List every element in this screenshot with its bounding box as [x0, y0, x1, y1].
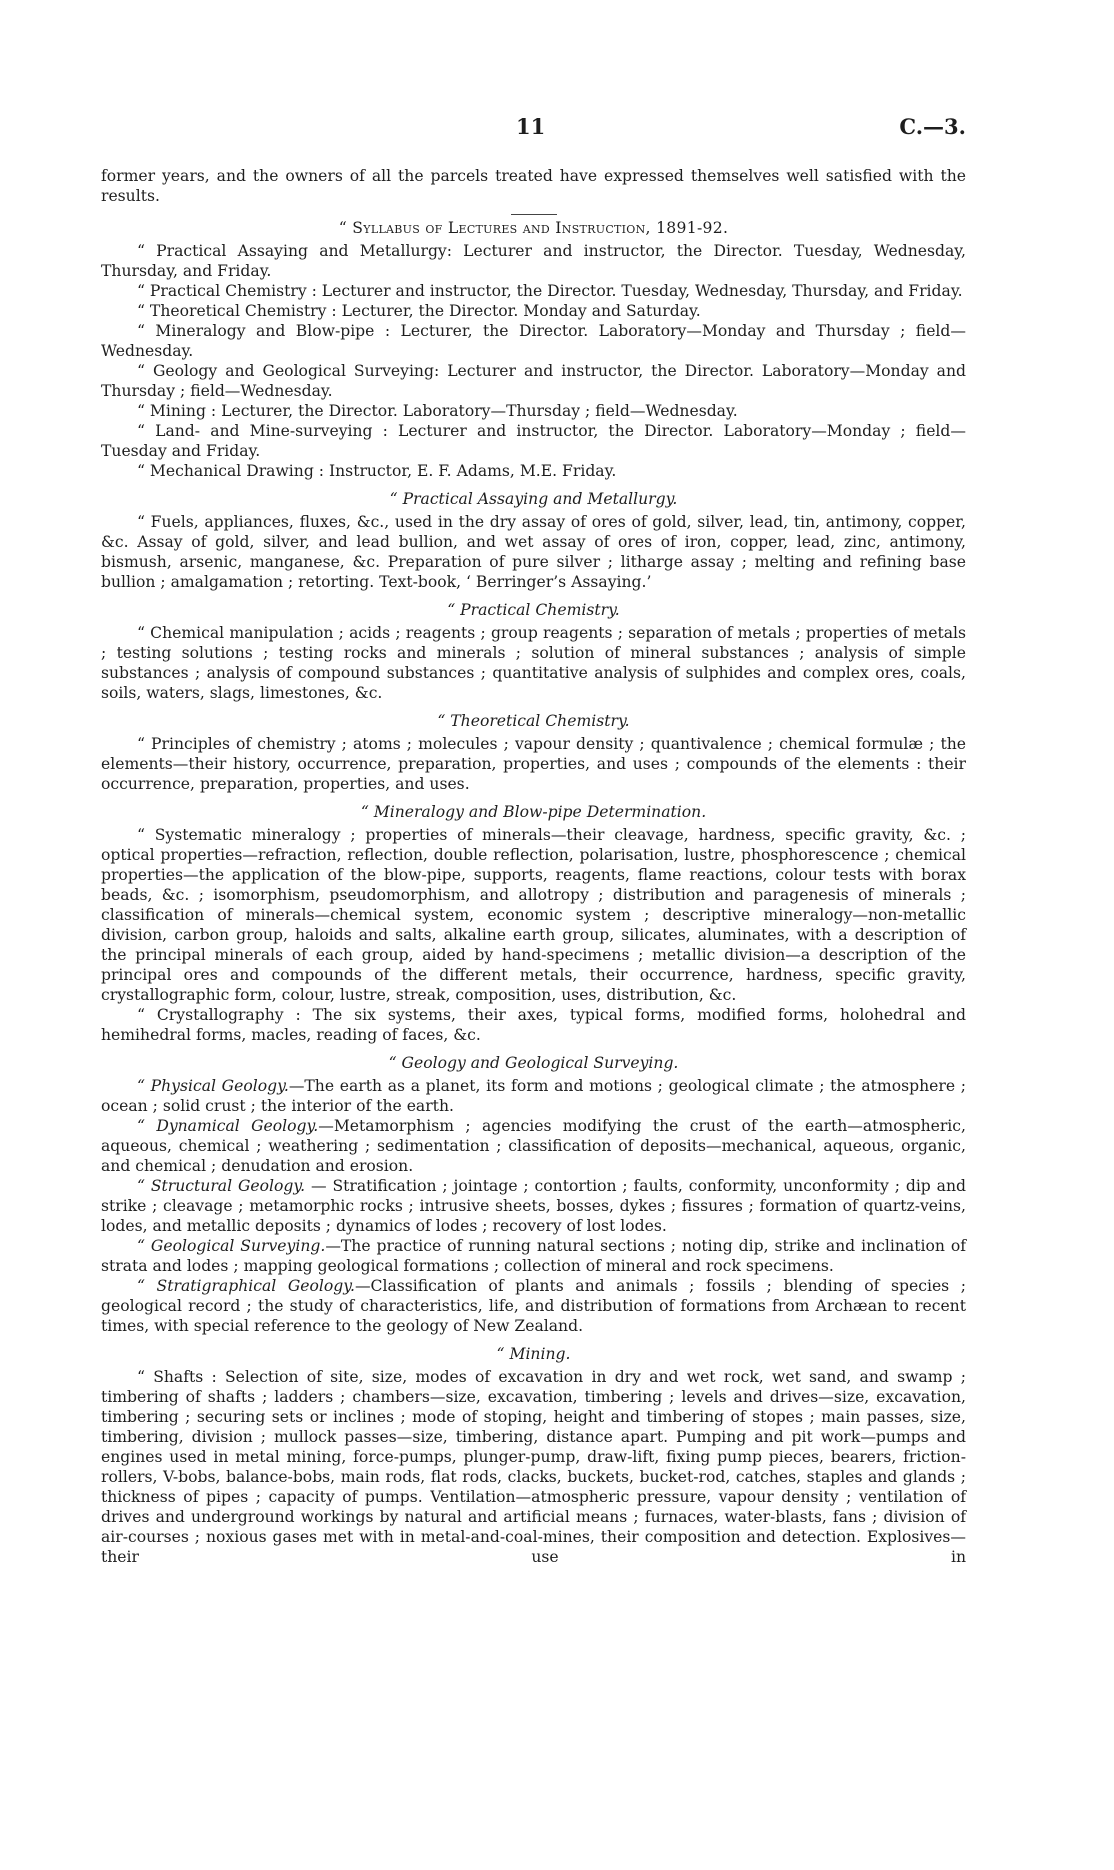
- section-heading-practical-chemistry: “ Practical Chemistry.: [447, 601, 620, 619]
- document-reference: C.—3.: [899, 114, 966, 139]
- geology-paragraph: [101, 1116, 966, 1176]
- geology-paragraph-text: —Classification of plants and animals ; fossils ; blending of species ; geological record ; the study of characteristics, life, and distribution of formations from Archæan to recent times, with special reference to the geology of New Zealand.: [101, 1277, 966, 1335]
- syllabus-entry: “ Practical Assaying and Metallurgy: Lecturer and instructor, the Director. Tuesday, Wednesday, Thursday, and Friday.: [101, 242, 966, 280]
- geology-paragraph: [101, 1236, 966, 1276]
- section-heading-mining: “ Mining.: [496, 1345, 571, 1363]
- geology-paragraph-label: “ Stratigraphical Geology.: [137, 1277, 355, 1295]
- section-heading-geology: “ Geology and Geological Surveying.: [388, 1054, 679, 1072]
- syllabus-entry: “ Mechanical Drawing : Instructor, E. F. Adams, M.E. Friday.: [137, 462, 617, 480]
- syllabus-entry: “ Mining : Lecturer, the Director. Laboratory—Thursday ; field—Wednesday.: [137, 402, 738, 420]
- geology-paragraph-text: —The earth as a planet, its form and motions ; geological climate ; the atmosphere ; ocean ; solid crust ; the interior of the earth.: [101, 1077, 966, 1115]
- section-text-mining: “ Shafts : Selection of site, size, modes of excavation in dry and wet rock, wet sand, and swamp ; timbering of shafts ; ladders ; chambers—size, excavation, timbering ; levels and drives—size, excavation, timbering ; securing sets or inclines ; mode of stoping, height and timbering of stopes ; main passes, size, timbering, division ; mullock passes—size, timbering, distance apart. Pumping and pit work—pumps and engines used in metal mining, force-pumps, plunger-pump, draw-lift, fixing pump pieces, bearers, friction-rollers, V-bobs, balance-bobs, main rods, flat rods, clacks, buckets, bucket-rod, catches, staples and glands ; thickness of pipes ; capacity of pumps. Ventilation—atmospheric pressure, vapour density ; ventilation of drives and underground workings by natural and artificial means ; furnaces, water-blasts, fans ; division of air-courses ; noxious gases met with in metal-and-coal-mines, their composition and detection. Explosives—their use in: [101, 1368, 966, 1566]
- geology-paragraph: [101, 1176, 966, 1236]
- section-text-mineralogy: “ Systematic mineralogy ; properties of minerals—their cleavage, hardness, specific gravity, &c. ; optical properties—refraction, reflection, double reflection, polarisation, lustre, phosphorescence ; chemical properties—the application of the blow-pipe, supports, reagents, flame reactions, colour tests with borax beads, &c. ; isomorphism, pseudomorphism, and allotropy ; distribution and paragenesis of minerals ; classification of minerals—chemical system, economic system ; descriptive mineralogy—non-metallic division, carbon group, haloids and salts, alkaline earth group, silicates, aluminates, with a description of the principal minerals of each group, aided by hand-specimens ; metallic division—a description of the principal ores and compounds of the different metals, their occurrence, hardness, specific gravity, crystallographic form, colour, lustre, streak, composition, uses, distribution, &c.: [101, 826, 966, 1004]
- page-body: [101, 110, 966, 1567]
- geology-paragraph: [101, 1276, 966, 1336]
- geology-paragraph: [101, 1076, 966, 1116]
- geology-paragraph-label: “ Structural Geology.: [137, 1177, 306, 1195]
- syllabus-entry: “ Practical Chemistry : Lecturer and instructor, the Director. Tuesday, Wednesday, Thursday, and Friday.: [137, 282, 963, 300]
- geology-paragraph-label: “ Geological Surveying.: [137, 1237, 326, 1255]
- syllabus-entry: “ Land- and Mine-surveying : Lecturer and instructor, the Director. Laboratory—Monday ; field—Tuesday and Friday.: [101, 422, 966, 460]
- section-divider: [511, 214, 557, 215]
- geology-paragraph-text: —Metamorphism ; agencies modifying the crust of the earth—atmospheric, aqueous, chemical ; weathering ; sedimentation ; classification of deposits—mechanical, aqueous, organic, and chemical ; denudation and erosion.: [101, 1117, 966, 1175]
- geology-paragraph-label: “ Physical Geology.: [137, 1077, 289, 1095]
- syllabus-entry: “ Theoretical Chemistry : Lecturer, the Director. Monday and Saturday.: [137, 302, 701, 320]
- section-text-crystallography: “ Crystallography : The six systems, their axes, typical forms, modified forms, holohedral and hemihedral forms, macles, reading of faces, &c.: [101, 1006, 966, 1044]
- syllabus-title: “ Syllabus of Lectures and Instruction, 1891-92.: [338, 219, 729, 237]
- geology-paragraph-label: “ Dynamical Geology.: [137, 1117, 319, 1135]
- geology-paragraph-text: —The practice of running natural sections ; noting dip, strike and inclination of strata and lodes ; mapping geological formations ; collection of mineral and rock specimens.: [101, 1237, 966, 1275]
- syllabus-entry: “ Geology and Geological Surveying: Lecturer and instructor, the Director. Laboratory—Monday and Thursday ; field—Wednesday.: [101, 362, 966, 400]
- section-heading-mineralogy: “ Mineralogy and Blow-pipe Determination.: [360, 803, 707, 821]
- section-text-practical-chemistry: “ Chemical manipulation ; acids ; reagents ; group reagents ; separation of metals ; properties of metals ; testing solutions ; testing rocks and minerals ; solution of mineral substances ; analysis of simple substances ; analysis of compound substances ; quantitative analysis of sulphides and complex ores, coals, soils, waters, slags, limestones, &c.: [101, 624, 966, 702]
- section-heading-theoretical-chemistry: “ Theoretical Chemistry.: [437, 712, 630, 730]
- opening-paragraph: former years, and the owners of all the parcels treated have expressed themselves well satisfied with the results.: [101, 167, 966, 205]
- page-number: 11: [516, 114, 546, 139]
- syllabus-entry: “ Mineralogy and Blow-pipe : Lecturer, the Director. Laboratory—Monday and Thursday ; field—Wednesday.: [101, 322, 966, 360]
- section-text-assaying: “ Fuels, appliances, fluxes, &c., used in the dry assay of ores of gold, silver, lead, tin, antimony, copper, &c. Assay of gold, silver, and lead bullion, and wet assay of ores of iron, copper, lead, zinc, antimony, bismush, arsenic, manganese, &c. Preparation of pure silver ; litharge assay ; melting and refining base bullion ; amalgamation ; retorting. Text-book, ‘ Berringer’s Assaying.’: [101, 513, 966, 591]
- section-text-theoretical-chemistry: “ Principles of chemistry ; atoms ; molecules ; vapour density ; quantivalence ; chemical formulæ ; the elements—their history, occurrence, preparation, properties, and uses ; compounds of the elements : their occurrence, preparation, properties, and uses.: [101, 735, 966, 793]
- geology-paragraph-text: — Stratification ; jointage ; contortion ; faults, conformity, unconformity ; dip and strike ; cleavage ; metamorphic rocks ; intrusive sheets, bosses, dykes ; fissures ; formation of quartz-veins, lodes, and metallic deposits ; dynamics of lodes ; recovery of lost lodes.: [101, 1177, 966, 1235]
- section-heading-assaying: “ Practical Assaying and Metallurgy.: [389, 490, 678, 508]
